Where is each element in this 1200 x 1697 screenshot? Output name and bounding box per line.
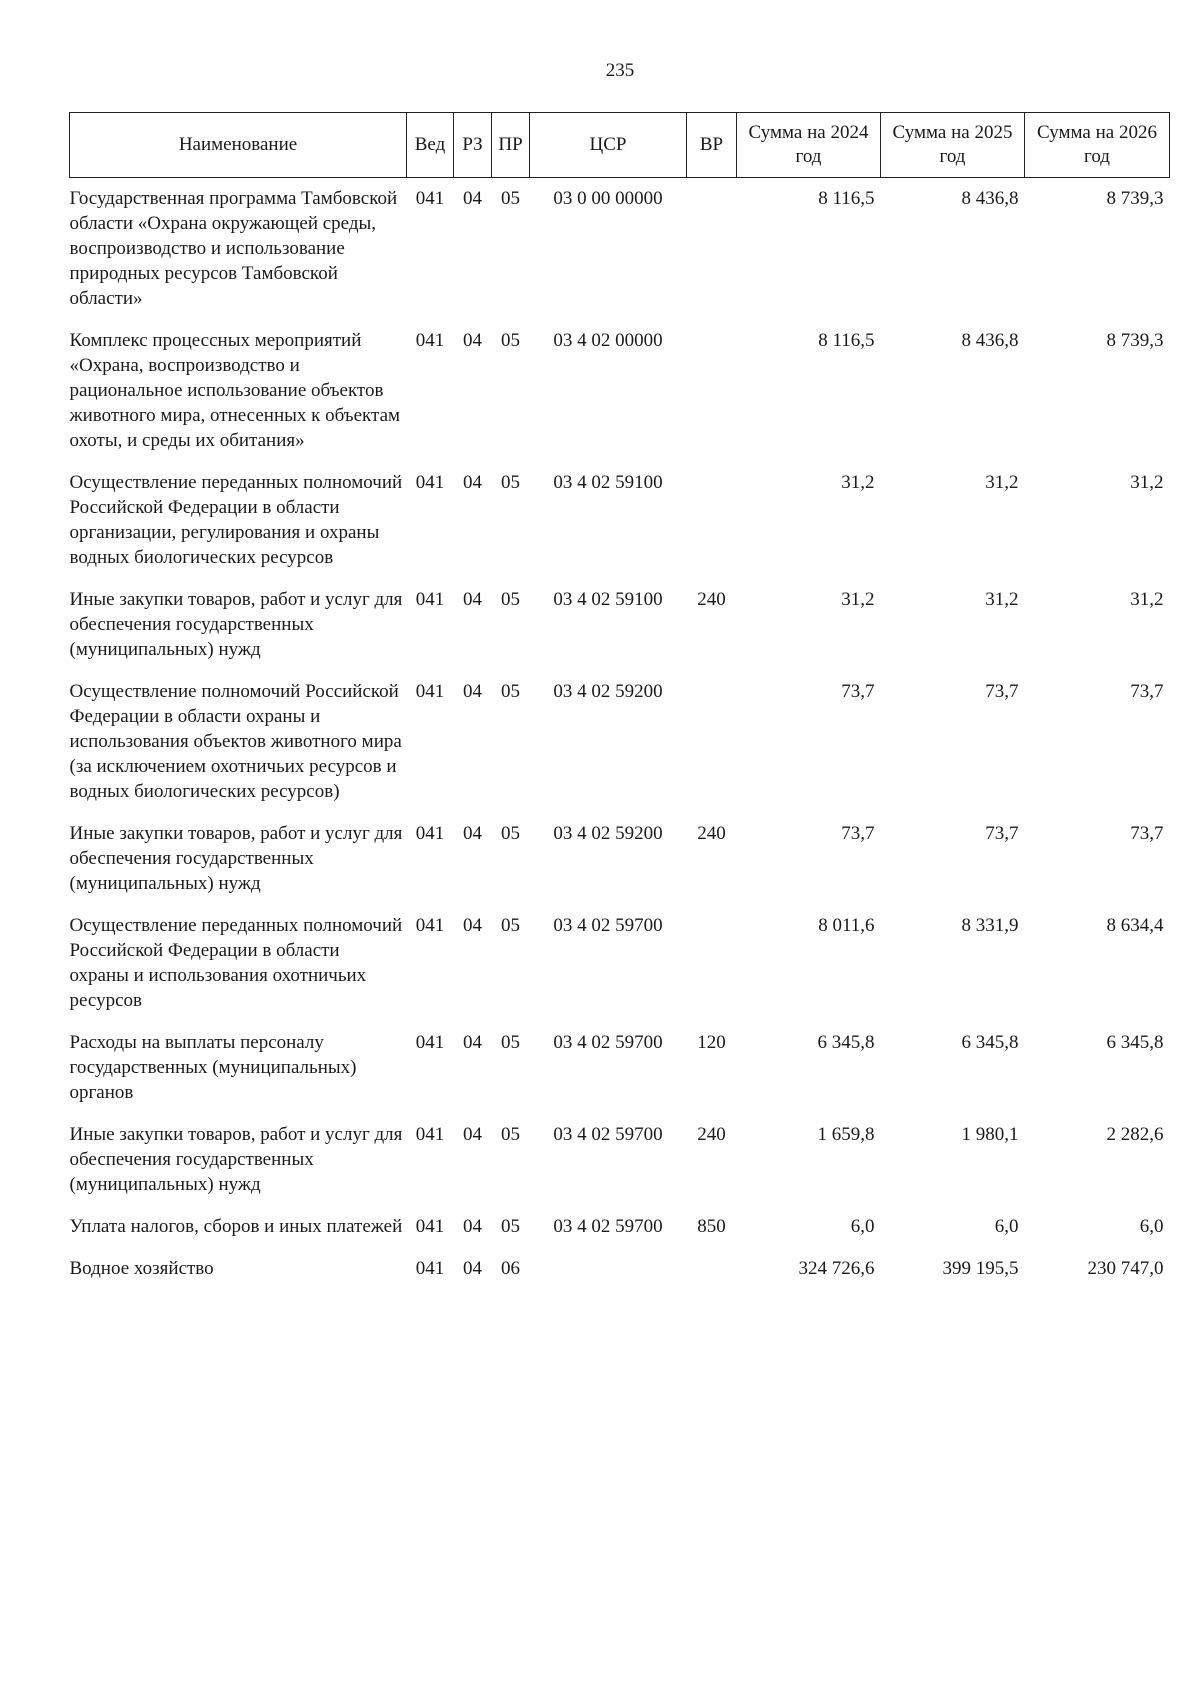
cell-pr: 05 xyxy=(501,1032,520,1053)
cell-name: Иные закупки товаров, работ и услуг для обеспечения государственных (муниципальных) нужд xyxy=(69,589,403,660)
header-rz: РЗ xyxy=(454,113,492,178)
cell-rz: 04 xyxy=(463,589,482,610)
cell-ved: 041 xyxy=(415,681,445,702)
cell-sum-2025: 6 345,8 xyxy=(961,1032,1019,1053)
cell-csr xyxy=(530,1248,687,1290)
cell-name: Уплата налогов, сборов и иных платежей xyxy=(69,1216,403,1237)
header-sum-2026: Сумма на 2026 год xyxy=(1025,113,1170,178)
cell-name: Осуществление переданных полномочий Российской Федерации в области организации, регулирования и охраны водных биологических ресурсов xyxy=(69,472,403,568)
cell-rz: 04 xyxy=(463,1124,482,1145)
cell-sum-2024: 73,7 xyxy=(841,681,875,702)
cell-rz: 04 xyxy=(463,188,482,209)
cell-ved: 041 xyxy=(415,188,445,209)
cell-sum-2025: 31,2 xyxy=(985,472,1019,493)
cell-vr xyxy=(687,320,737,462)
header-sum-2024: Сумма на 2024 год xyxy=(737,113,881,178)
cell-ved: 041 xyxy=(415,1258,445,1279)
table-row xyxy=(70,1022,1170,1114)
cell-csr: 03 4 02 59700 xyxy=(553,1124,663,1145)
cell-name: Государственная программа Тамбовской области «Охрана окружающей среды, воспроизводство и использование природных ресурсов Тамбовской области» xyxy=(69,188,398,309)
cell-rz: 04 xyxy=(463,681,482,702)
cell-csr: 03 4 02 59100 xyxy=(553,589,663,610)
table-row xyxy=(70,1206,1170,1248)
header-csr: ЦСР xyxy=(530,113,687,178)
cell-ved: 041 xyxy=(415,589,445,610)
cell-sum-2026: 230 747,0 xyxy=(1087,1258,1164,1279)
cell-sum-2025: 73,7 xyxy=(985,681,1019,702)
header-sum-2025: Сумма на 2025 год xyxy=(881,113,1025,178)
cell-sum-2024: 73,7 xyxy=(841,823,875,844)
cell-vr: 240 xyxy=(697,589,726,610)
budget-table xyxy=(69,112,1170,1290)
cell-rz: 04 xyxy=(463,1258,482,1279)
cell-sum-2024: 6 345,8 xyxy=(817,1032,875,1053)
header-vr: ВР xyxy=(687,113,737,178)
cell-ved: 041 xyxy=(415,1216,445,1237)
cell-sum-2026: 8 739,3 xyxy=(1106,188,1164,209)
cell-sum-2024: 8 116,5 xyxy=(818,188,875,209)
table-row xyxy=(70,462,1170,579)
cell-csr: 03 4 02 59700 xyxy=(553,1216,663,1237)
cell-name: Осуществление переданных полномочий Российской Федерации в области охраны и использования охотничьих ресурсов xyxy=(69,915,403,1011)
cell-name: Водное хозяйство xyxy=(69,1258,214,1279)
header-pr: ПР xyxy=(492,113,530,178)
cell-rz: 04 xyxy=(463,472,482,493)
table-row xyxy=(70,1248,1170,1290)
cell-vr: 240 xyxy=(697,823,726,844)
cell-sum-2025: 1 980,1 xyxy=(961,1124,1019,1145)
cell-name: Комплекс процессных мероприятий «Охрана, воспроизводство и рациональное использование объектов животного мира, отнесенных к объектам охоты, и среды их обитания» xyxy=(69,330,401,451)
cell-vr: 240 xyxy=(697,1124,726,1145)
cell-sum-2025: 8 331,9 xyxy=(961,915,1019,936)
cell-sum-2025: 8 436,8 xyxy=(961,188,1019,209)
table-row xyxy=(70,671,1170,813)
cell-sum-2024: 31,2 xyxy=(841,589,875,610)
cell-sum-2025: 6,0 xyxy=(994,1216,1019,1237)
cell-csr: 03 4 02 00000 xyxy=(553,330,663,351)
cell-pr: 05 xyxy=(501,681,520,702)
cell-sum-2026: 8 739,3 xyxy=(1106,330,1164,351)
cell-pr: 05 xyxy=(501,330,520,351)
cell-sum-2024: 31,2 xyxy=(841,472,875,493)
cell-pr: 05 xyxy=(501,472,520,493)
header-ved: Вед xyxy=(407,113,454,178)
cell-sum-2026: 6 345,8 xyxy=(1106,1032,1164,1053)
cell-sum-2024: 1 659,8 xyxy=(817,1124,875,1145)
cell-name: Иные закупки товаров, работ и услуг для обеспечения государственных (муниципальных) нужд xyxy=(69,823,403,894)
cell-name: Иные закупки товаров, работ и услуг для обеспечения государственных (муниципальных) нужд xyxy=(69,1124,403,1195)
cell-csr: 03 4 02 59700 xyxy=(553,1032,663,1053)
cell-name: Осуществление полномочий Российской Федерации в области охраны и использования объектов животного мира (за исключением охотничьих ресурсов и водных биологических ресурсов) xyxy=(69,681,402,802)
cell-vr: 120 xyxy=(697,1032,726,1053)
cell-rz: 04 xyxy=(463,1216,482,1237)
table-row xyxy=(70,813,1170,905)
cell-sum-2026: 73,7 xyxy=(1130,823,1164,844)
cell-sum-2026: 31,2 xyxy=(1130,472,1164,493)
cell-vr: 850 xyxy=(697,1216,726,1237)
cell-sum-2026: 73,7 xyxy=(1130,681,1164,702)
table-row xyxy=(70,905,1170,1022)
cell-pr: 05 xyxy=(501,1216,520,1237)
cell-pr: 05 xyxy=(501,915,520,936)
cell-vr xyxy=(687,671,737,813)
table-row xyxy=(70,1114,1170,1206)
cell-csr: 03 4 02 59200 xyxy=(553,823,663,844)
cell-pr: 05 xyxy=(501,823,520,844)
table-body xyxy=(70,178,1170,1291)
table-row xyxy=(70,178,1170,321)
cell-vr xyxy=(687,1248,737,1290)
cell-sum-2026: 2 282,6 xyxy=(1106,1124,1164,1145)
cell-ved: 041 xyxy=(415,330,445,351)
cell-csr: 03 4 02 59700 xyxy=(553,915,663,936)
cell-rz: 04 xyxy=(463,915,482,936)
cell-sum-2025: 73,7 xyxy=(985,823,1019,844)
cell-sum-2026: 6,0 xyxy=(1139,1216,1164,1237)
cell-sum-2025: 399 195,5 xyxy=(942,1258,1019,1279)
cell-name: Расходы на выплаты персоналу государственных (муниципальных) органов xyxy=(69,1032,357,1103)
cell-vr xyxy=(687,462,737,579)
cell-pr: 05 xyxy=(501,1124,520,1145)
cell-sum-2024: 324 726,6 xyxy=(798,1258,875,1279)
table-row xyxy=(70,320,1170,462)
cell-csr: 03 0 00 00000 xyxy=(553,188,663,209)
cell-vr xyxy=(687,905,737,1022)
cell-sum-2024: 6,0 xyxy=(850,1216,875,1237)
cell-sum-2026: 31,2 xyxy=(1130,589,1164,610)
cell-sum-2026: 8 634,4 xyxy=(1106,915,1164,936)
cell-vr xyxy=(687,178,737,321)
cell-rz: 04 xyxy=(463,330,482,351)
header-name: Наименование xyxy=(70,113,407,178)
cell-rz: 04 xyxy=(463,1032,482,1053)
table-header xyxy=(70,113,1170,178)
cell-ved: 041 xyxy=(415,915,445,936)
cell-ved: 041 xyxy=(415,472,445,493)
cell-pr: 05 xyxy=(501,188,520,209)
cell-sum-2024: 8 011,6 xyxy=(818,915,875,936)
table-row xyxy=(70,579,1170,671)
page-number: 235 xyxy=(605,60,635,81)
cell-ved: 041 xyxy=(415,1032,445,1053)
cell-sum-2025: 31,2 xyxy=(985,589,1019,610)
cell-pr: 05 xyxy=(501,589,520,610)
cell-sum-2025: 8 436,8 xyxy=(961,330,1019,351)
cell-ved: 041 xyxy=(415,823,445,844)
cell-sum-2024: 8 116,5 xyxy=(818,330,875,351)
cell-csr: 03 4 02 59100 xyxy=(553,472,663,493)
cell-csr: 03 4 02 59200 xyxy=(553,681,663,702)
cell-ved: 041 xyxy=(415,1124,445,1145)
cell-rz: 04 xyxy=(463,823,482,844)
cell-pr: 06 xyxy=(501,1258,520,1279)
